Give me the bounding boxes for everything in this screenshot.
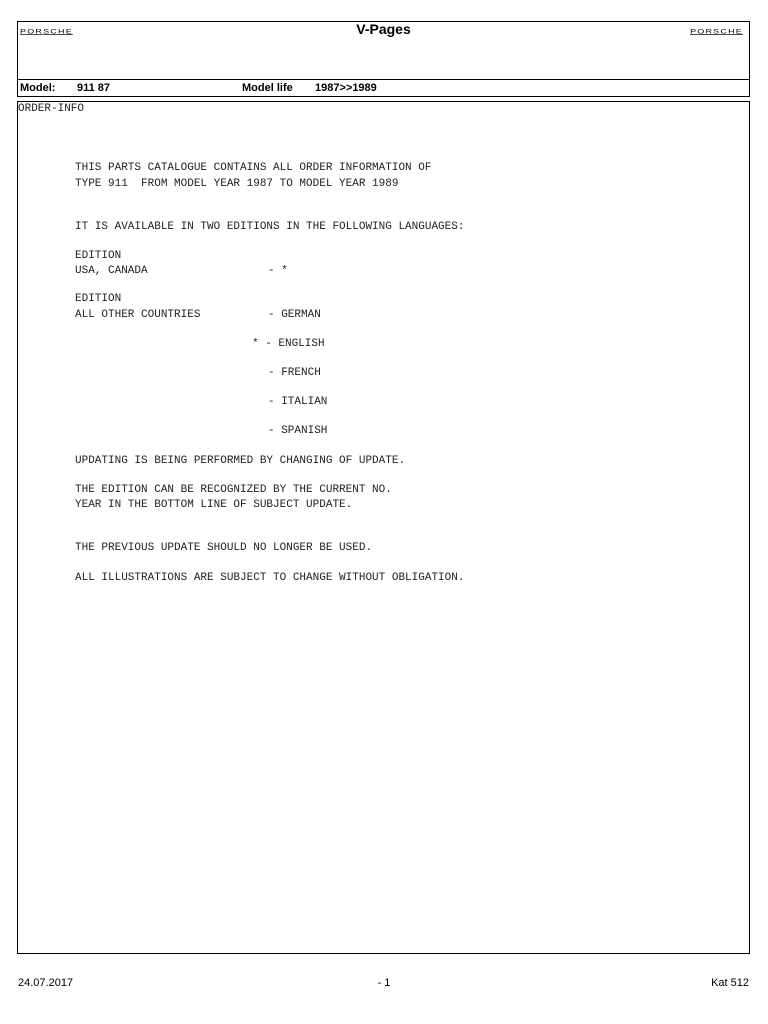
model-info-row [18, 79, 749, 97]
intro-line-2: TYPE 911 FROM MODEL YEAR 1987 TO MODEL YEAR 1989 [75, 178, 399, 190]
edition-2-region: ALL OTHER COUNTRIES [75, 309, 201, 321]
edition-1-label: EDITION [75, 250, 122, 262]
model-value: 911 87 [77, 82, 111, 94]
page-title: V-Pages [356, 21, 411, 37]
model-label: Model: [20, 82, 56, 94]
edition-1-language: - * [268, 265, 288, 277]
porsche-logo-right: PORSCHE [690, 28, 743, 35]
editions-intro: IT IS AVAILABLE IN TWO EDITIONS IN THE FOLLOWING LANGUAGES: [75, 221, 465, 233]
footer-catalogue: Kat 512 [711, 977, 749, 989]
language-italian: - ITALIAN [268, 396, 328, 408]
previous-update-note: THE PREVIOUS UPDATE SHOULD NO LONGER BE USED. [75, 542, 373, 554]
language-german: - GERMAN [268, 309, 321, 321]
footer-page-number: - 1 [377, 977, 391, 989]
model-life-value: 1987>>1989 [315, 82, 377, 94]
model-life-label: Model life [242, 82, 293, 94]
illustrations-note: ALL ILLUSTRATIONS ARE SUBJECT TO CHANGE WITHOUT OBLIGATION. [75, 572, 465, 584]
language-french: - FRENCH [268, 367, 321, 379]
section-label: ORDER-INFO [18, 103, 85, 115]
content-area [17, 101, 750, 954]
language-english: * - ENGLISH [252, 338, 325, 350]
updating-note: UPDATING IS BEING PERFORMED BY CHANGING OF UPDATE. [75, 455, 406, 467]
page-header [17, 21, 750, 97]
edition-1-region: USA, CANADA [75, 265, 148, 277]
intro-line-1: THIS PARTS CATALOGUE CONTAINS ALL ORDER INFORMATION OF [75, 162, 432, 174]
language-spanish: - SPANISH [268, 425, 328, 437]
footer-date: 24.07.2017 [18, 977, 74, 989]
edition-2-label: EDITION [75, 293, 122, 305]
edition-note-line-1: THE EDITION CAN BE RECOGNIZED BY THE CURRENT NO. [75, 484, 392, 496]
porsche-logo-left: PORSCHE [20, 28, 73, 35]
edition-note-line-2: YEAR IN THE BOTTOM LINE OF SUBJECT UPDATE. [75, 499, 353, 511]
